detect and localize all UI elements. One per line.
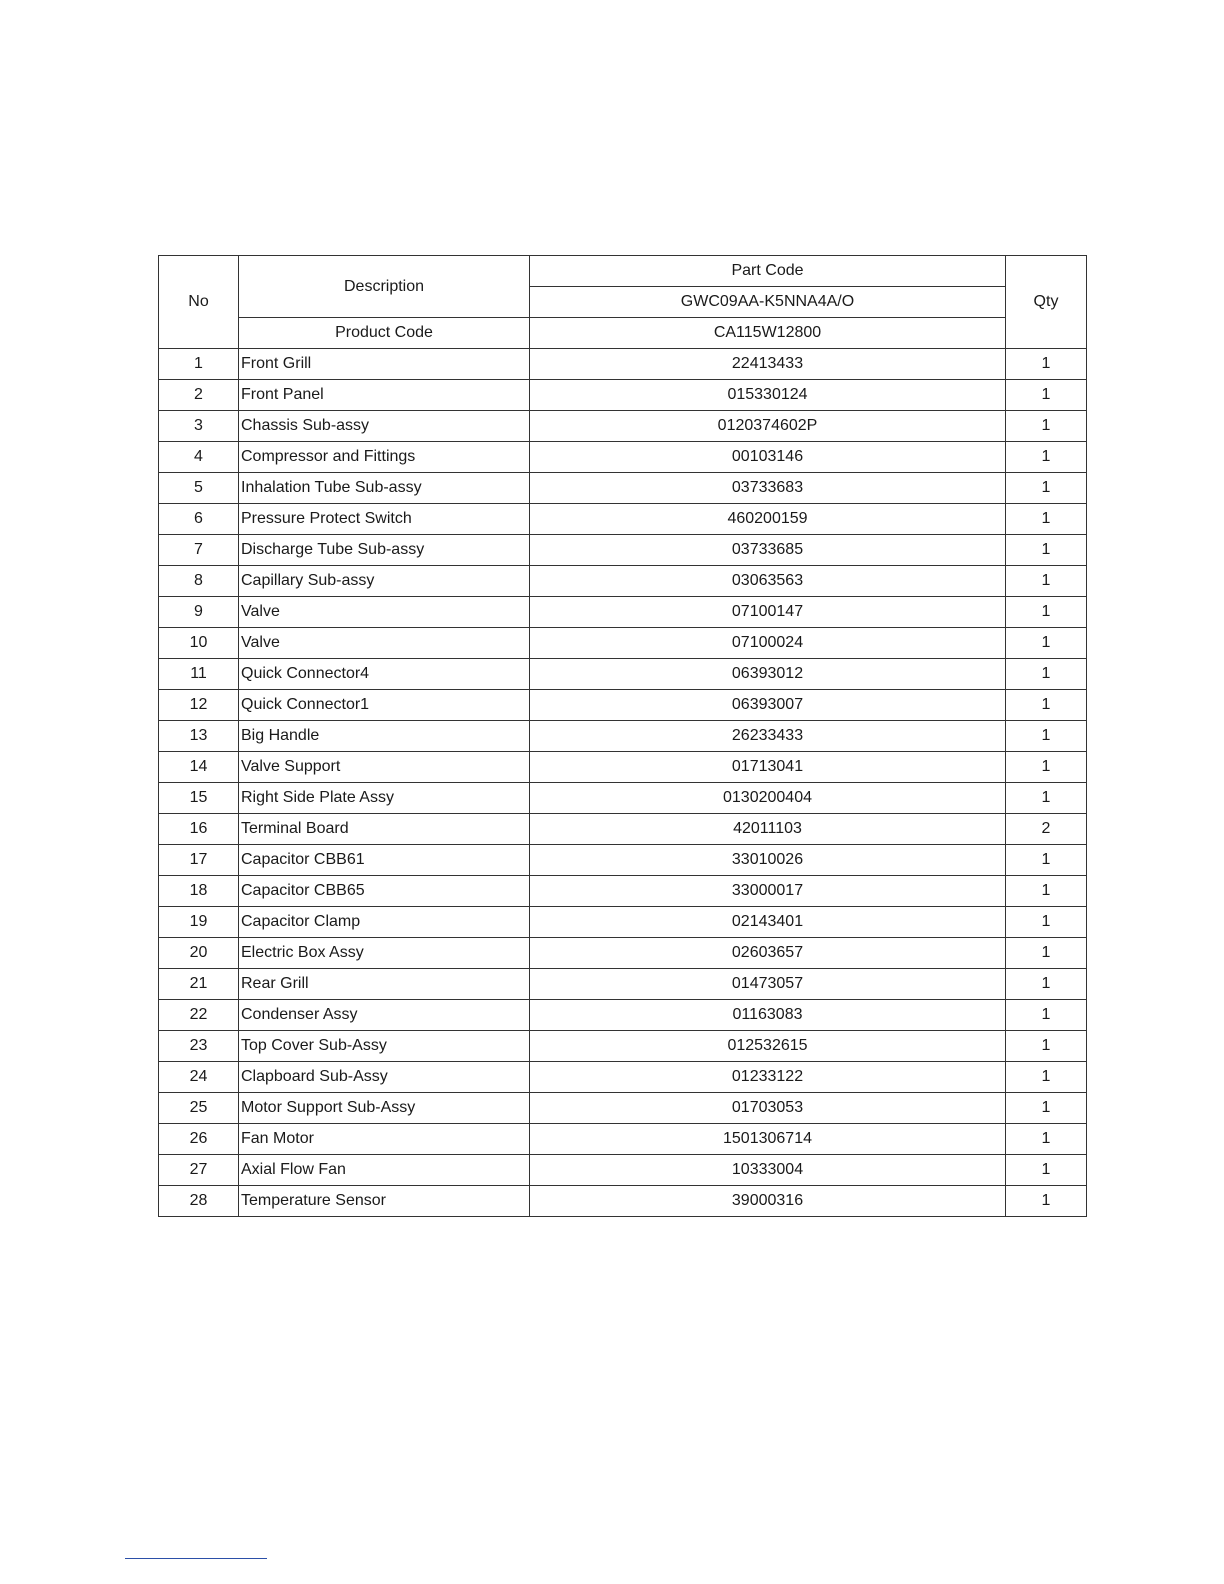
row-qty: 1 xyxy=(1006,473,1087,504)
header-description: Description xyxy=(239,256,530,318)
row-no: 25 xyxy=(159,1093,239,1124)
row-no: 19 xyxy=(159,907,239,938)
header-product-code-label: Product Code xyxy=(239,318,530,349)
row-part-code: 01233122 xyxy=(530,1062,1006,1093)
row-description: Capacitor CBB61 xyxy=(239,845,530,876)
row-part-code: 06393012 xyxy=(530,659,1006,690)
row-no: 15 xyxy=(159,783,239,814)
row-no: 4 xyxy=(159,442,239,473)
table-row xyxy=(159,659,1087,690)
row-description: Inhalation Tube Sub-assy xyxy=(239,473,530,504)
table-row xyxy=(159,969,1087,1000)
table-row xyxy=(159,1000,1087,1031)
row-description: Front Panel xyxy=(239,380,530,411)
row-no: 22 xyxy=(159,1000,239,1031)
row-qty: 1 xyxy=(1006,876,1087,907)
row-part-code: 015330124 xyxy=(530,380,1006,411)
row-part-code: 00103146 xyxy=(530,442,1006,473)
row-no: 6 xyxy=(159,504,239,535)
row-description: Compressor and Fittings xyxy=(239,442,530,473)
row-part-code: 02143401 xyxy=(530,907,1006,938)
row-no: 7 xyxy=(159,535,239,566)
header-no: No xyxy=(159,256,239,349)
row-part-code: 0130200404 xyxy=(530,783,1006,814)
row-no: 27 xyxy=(159,1155,239,1186)
table-row xyxy=(159,1093,1087,1124)
table-row xyxy=(159,1062,1087,1093)
row-no: 21 xyxy=(159,969,239,1000)
header-qty: Qty xyxy=(1006,256,1087,349)
row-no: 24 xyxy=(159,1062,239,1093)
row-part-code: 01713041 xyxy=(530,752,1006,783)
table-row xyxy=(159,721,1087,752)
row-no: 14 xyxy=(159,752,239,783)
table-row xyxy=(159,535,1087,566)
row-qty: 1 xyxy=(1006,411,1087,442)
table-row xyxy=(159,1186,1087,1217)
table-row xyxy=(159,690,1087,721)
table-row xyxy=(159,442,1087,473)
table-row xyxy=(159,938,1087,969)
header-row xyxy=(159,256,1087,287)
row-no: 12 xyxy=(159,690,239,721)
row-part-code: 39000316 xyxy=(530,1186,1006,1217)
table-row xyxy=(159,597,1087,628)
row-description: Discharge Tube Sub-assy xyxy=(239,535,530,566)
row-part-code: 22413433 xyxy=(530,349,1006,380)
table-row xyxy=(159,814,1087,845)
row-qty: 1 xyxy=(1006,628,1087,659)
row-part-code: 01703053 xyxy=(530,1093,1006,1124)
table-row xyxy=(159,907,1087,938)
row-description: Electric Box Assy xyxy=(239,938,530,969)
row-description: Chassis Sub-assy xyxy=(239,411,530,442)
row-description: Clapboard Sub-Assy xyxy=(239,1062,530,1093)
row-part-code: 03733683 xyxy=(530,473,1006,504)
row-no: 3 xyxy=(159,411,239,442)
row-part-code: 0120374602P xyxy=(530,411,1006,442)
row-qty: 1 xyxy=(1006,783,1087,814)
table-row xyxy=(159,845,1087,876)
row-qty: 1 xyxy=(1006,597,1087,628)
row-description: Valve xyxy=(239,597,530,628)
row-description: Quick Connector1 xyxy=(239,690,530,721)
row-qty: 1 xyxy=(1006,721,1087,752)
row-no: 10 xyxy=(159,628,239,659)
row-part-code: 26233433 xyxy=(530,721,1006,752)
row-no: 20 xyxy=(159,938,239,969)
row-qty: 1 xyxy=(1006,845,1087,876)
table-row xyxy=(159,1124,1087,1155)
row-qty: 1 xyxy=(1006,1124,1087,1155)
row-qty: 1 xyxy=(1006,1031,1087,1062)
row-description: Valve Support xyxy=(239,752,530,783)
row-qty: 1 xyxy=(1006,938,1087,969)
row-part-code: 012532615 xyxy=(530,1031,1006,1062)
row-part-code: 460200159 xyxy=(530,504,1006,535)
row-description: Right Side Plate Assy xyxy=(239,783,530,814)
row-qty: 1 xyxy=(1006,690,1087,721)
row-no: 9 xyxy=(159,597,239,628)
row-no: 8 xyxy=(159,566,239,597)
row-part-code: 01473057 xyxy=(530,969,1006,1000)
row-no: 26 xyxy=(159,1124,239,1155)
table-row xyxy=(159,876,1087,907)
row-qty: 1 xyxy=(1006,907,1087,938)
table-row xyxy=(159,349,1087,380)
parts-list-table xyxy=(158,255,1087,1217)
row-part-code: 02603657 xyxy=(530,938,1006,969)
row-qty: 1 xyxy=(1006,1093,1087,1124)
row-part-code: 07100024 xyxy=(530,628,1006,659)
row-description: Pressure Protect Switch xyxy=(239,504,530,535)
row-qty: 1 xyxy=(1006,442,1087,473)
row-qty: 2 xyxy=(1006,814,1087,845)
row-part-code: 06393007 xyxy=(530,690,1006,721)
row-part-code: 03063563 xyxy=(530,566,1006,597)
row-description: Capacitor CBB65 xyxy=(239,876,530,907)
row-no: 16 xyxy=(159,814,239,845)
table-row xyxy=(159,504,1087,535)
table-row xyxy=(159,1031,1087,1062)
row-description: Big Handle xyxy=(239,721,530,752)
header-part-code: Part Code xyxy=(530,256,1006,287)
table-row xyxy=(159,628,1087,659)
header-model: GWC09AA-K5NNA4A/O xyxy=(530,287,1006,318)
row-qty: 1 xyxy=(1006,1155,1087,1186)
row-part-code: 01163083 xyxy=(530,1000,1006,1031)
table-row xyxy=(159,783,1087,814)
row-no: 13 xyxy=(159,721,239,752)
row-no: 17 xyxy=(159,845,239,876)
row-qty: 1 xyxy=(1006,349,1087,380)
table-row xyxy=(159,566,1087,597)
row-qty: 1 xyxy=(1006,752,1087,783)
row-part-code: 10333004 xyxy=(530,1155,1006,1186)
row-description: Motor Support Sub-Assy xyxy=(239,1093,530,1124)
table-row xyxy=(159,411,1087,442)
row-qty: 1 xyxy=(1006,504,1087,535)
header-product-code-row xyxy=(159,318,1087,349)
table-row xyxy=(159,752,1087,783)
row-part-code: 33010026 xyxy=(530,845,1006,876)
row-description: Temperature Sensor xyxy=(239,1186,530,1217)
row-description: Terminal Board xyxy=(239,814,530,845)
row-qty: 1 xyxy=(1006,1062,1087,1093)
footnote-separator xyxy=(125,1558,267,1559)
row-qty: 1 xyxy=(1006,1186,1087,1217)
row-part-code: 03733685 xyxy=(530,535,1006,566)
row-qty: 1 xyxy=(1006,969,1087,1000)
table-body xyxy=(159,349,1087,1217)
row-qty: 1 xyxy=(1006,1000,1087,1031)
row-no: 11 xyxy=(159,659,239,690)
row-no: 18 xyxy=(159,876,239,907)
row-description: Capillary Sub-assy xyxy=(239,566,530,597)
row-qty: 1 xyxy=(1006,380,1087,411)
row-description: Valve xyxy=(239,628,530,659)
row-no: 2 xyxy=(159,380,239,411)
row-description: Axial Flow Fan xyxy=(239,1155,530,1186)
row-no: 1 xyxy=(159,349,239,380)
table-header xyxy=(159,256,1087,349)
row-no: 23 xyxy=(159,1031,239,1062)
row-description: Top Cover Sub-Assy xyxy=(239,1031,530,1062)
row-no: 28 xyxy=(159,1186,239,1217)
row-qty: 1 xyxy=(1006,659,1087,690)
row-qty: 1 xyxy=(1006,535,1087,566)
row-description: Front Grill xyxy=(239,349,530,380)
row-description: Capacitor Clamp xyxy=(239,907,530,938)
row-no: 5 xyxy=(159,473,239,504)
row-part-code: 42011103 xyxy=(530,814,1006,845)
table-row xyxy=(159,1155,1087,1186)
row-description: Quick Connector4 xyxy=(239,659,530,690)
header-product-code-value: CA115W12800 xyxy=(530,318,1006,349)
row-description: Rear Grill xyxy=(239,969,530,1000)
row-part-code: 07100147 xyxy=(530,597,1006,628)
table-row xyxy=(159,473,1087,504)
table-row xyxy=(159,380,1087,411)
row-description: Fan Motor xyxy=(239,1124,530,1155)
row-qty: 1 xyxy=(1006,566,1087,597)
row-part-code: 33000017 xyxy=(530,876,1006,907)
row-part-code: 1501306714 xyxy=(530,1124,1006,1155)
row-description: Condenser Assy xyxy=(239,1000,530,1031)
